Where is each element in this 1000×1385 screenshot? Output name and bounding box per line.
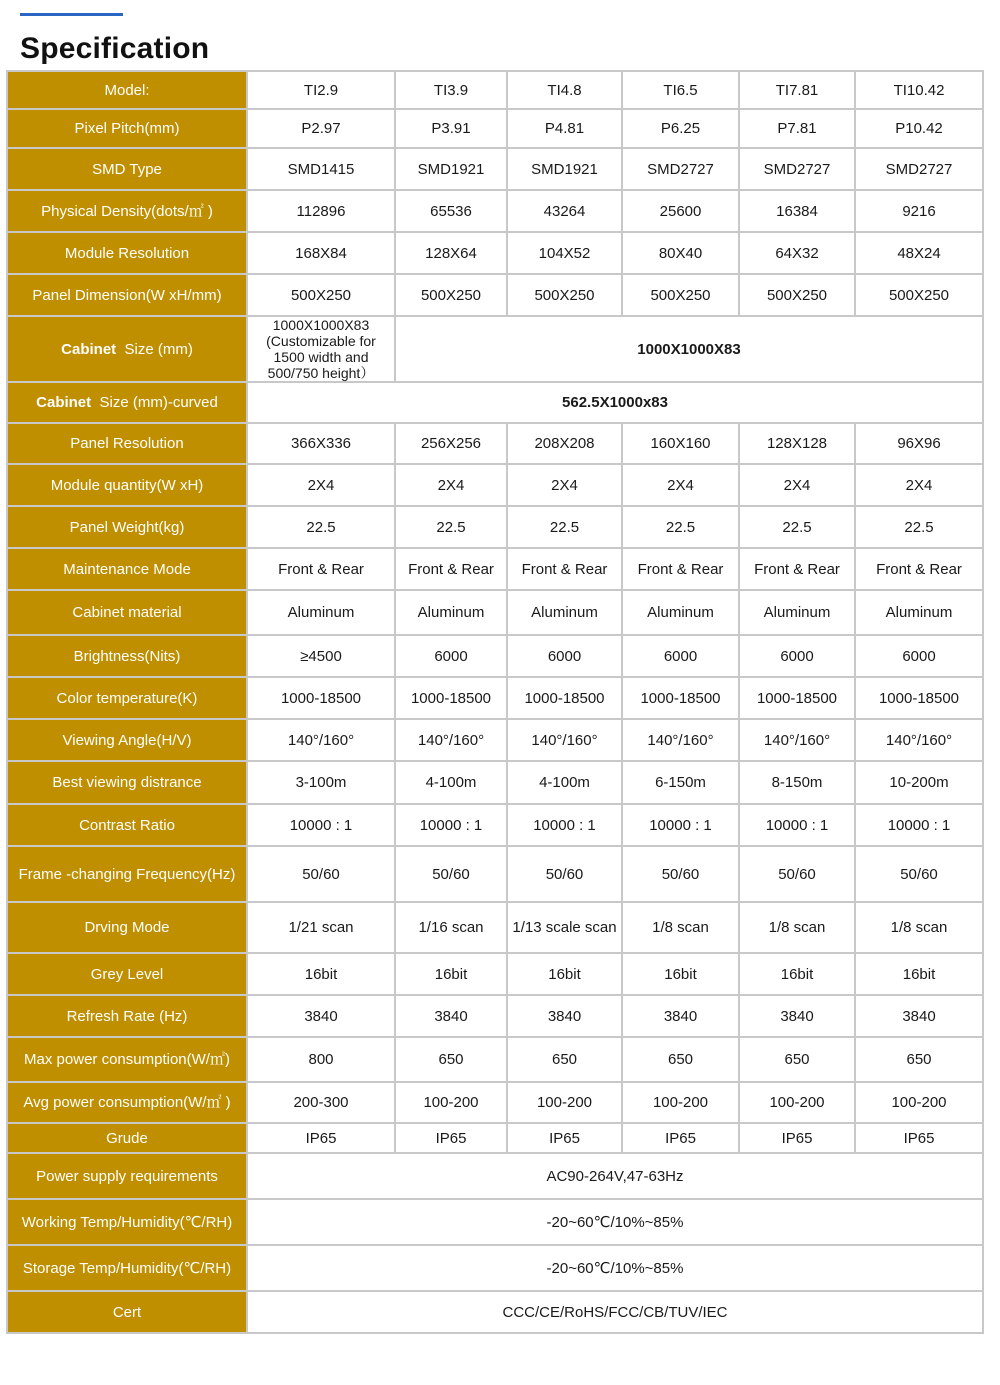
- cell-value: 50/60: [622, 846, 739, 902]
- spec-row: [7, 677, 983, 719]
- row-label: Grey Level: [7, 953, 247, 995]
- cell-value: 208X208: [507, 423, 622, 464]
- cell-value: IP65: [855, 1123, 983, 1153]
- row-label: [7, 382, 247, 423]
- merged-cell-value: CCC/CE/RoHS/FCC/CB/TUV/IEC: [247, 1291, 983, 1333]
- cell-value: 650: [739, 1037, 855, 1082]
- cell-value: 6000: [739, 635, 855, 677]
- cell-value: 200-300: [247, 1082, 395, 1123]
- spec-row: [7, 464, 983, 506]
- cell-value: 1000-18500: [395, 677, 507, 719]
- spec-row: [7, 382, 983, 423]
- cell-value: TI3.9: [395, 71, 507, 109]
- cell-value: TI7.81: [739, 71, 855, 109]
- cell-value: 650: [622, 1037, 739, 1082]
- spec-row: [7, 1153, 983, 1199]
- cell-value: 64X32: [739, 232, 855, 274]
- cell-value: 1000-18500: [247, 677, 395, 719]
- cell-value: 3840: [395, 995, 507, 1037]
- row-label: Contrast Ratio: [7, 804, 247, 846]
- row-label: Pixel Pitch(mm): [7, 109, 247, 148]
- cell-value: 1/21 scan: [247, 902, 395, 953]
- cell-value: 50/60: [855, 846, 983, 902]
- cell-value: 9216: [855, 190, 983, 232]
- cell-value: 6000: [622, 635, 739, 677]
- cell-value: 3840: [507, 995, 622, 1037]
- row-label-rest: Size (mm)-curved: [91, 394, 218, 411]
- cell-value: 48X24: [855, 232, 983, 274]
- cell-value: 22.5: [507, 506, 622, 548]
- cell-value: SMD1921: [395, 148, 507, 190]
- spec-row: [7, 995, 983, 1037]
- cell-value: Aluminum: [622, 590, 739, 635]
- cell-value: 500X250: [855, 274, 983, 316]
- cell-value: 650: [507, 1037, 622, 1082]
- cell-value: 50/60: [247, 846, 395, 902]
- spec-row: [7, 148, 983, 190]
- row-label: Storage Temp/Humidity(℃/RH): [7, 1245, 247, 1291]
- cell-value: 3840: [739, 995, 855, 1037]
- cell-value: 16bit: [247, 953, 395, 995]
- row-label: Panel Dimension(W xH/mm): [7, 274, 247, 316]
- cell-value: 100-200: [395, 1082, 507, 1123]
- row-label-rest: Size (mm): [116, 340, 193, 358]
- cell-value: 43264: [507, 190, 622, 232]
- cell-value: 140°/160°: [247, 719, 395, 761]
- row-label: Power supply requirements: [7, 1153, 247, 1199]
- row-label: Maintenance Mode: [7, 548, 247, 590]
- cell-value: TI6.5: [622, 71, 739, 109]
- cell-value: 1000-18500: [739, 677, 855, 719]
- row-label: Brightness(Nits): [7, 635, 247, 677]
- spec-row: [7, 719, 983, 761]
- cell-value: 500X250: [739, 274, 855, 316]
- cell-value: 8-150m: [739, 761, 855, 804]
- cell-value: 65536: [395, 190, 507, 232]
- cell-value: 168X84: [247, 232, 395, 274]
- cell-value: 50/60: [739, 846, 855, 902]
- cell-value: 1/16 scan: [395, 902, 507, 953]
- row-label: Physical Density(dots/㎡ ): [7, 190, 247, 232]
- row-label: Working Temp/Humidity(℃/RH): [7, 1199, 247, 1245]
- row-label: Cabinet material: [7, 590, 247, 635]
- cell-value: 10000 : 1: [739, 804, 855, 846]
- cell-value: P6.25: [622, 109, 739, 148]
- cell-value: 128X64: [395, 232, 507, 274]
- cell-value: Aluminum: [507, 590, 622, 635]
- cell-value: 4-100m: [395, 761, 507, 804]
- cell-value: 100-200: [507, 1082, 622, 1123]
- cell-value: 10000 : 1: [507, 804, 622, 846]
- row-label: Model:: [7, 71, 247, 109]
- cell-value: 1000-18500: [622, 677, 739, 719]
- cell-value: Front & Rear: [855, 548, 983, 590]
- cell-value: Front & Rear: [395, 548, 507, 590]
- cell-value: 3840: [622, 995, 739, 1037]
- title-accent-line: [20, 13, 123, 16]
- cell-value: 104X52: [507, 232, 622, 274]
- cell-value: 140°/160°: [739, 719, 855, 761]
- cell-value: 1000-18500: [855, 677, 983, 719]
- spec-row: [7, 590, 983, 635]
- cell-value: 80X40: [622, 232, 739, 274]
- cell-value: 50/60: [395, 846, 507, 902]
- spec-row: [7, 1291, 983, 1333]
- cell-value: 16bit: [739, 953, 855, 995]
- page-title: Specification: [20, 32, 210, 65]
- cell-value: 6-150m: [622, 761, 739, 804]
- cell-value: 500X250: [395, 274, 507, 316]
- cell-value: 140°/160°: [395, 719, 507, 761]
- cell-value: IP65: [395, 1123, 507, 1153]
- cell-value: 6000: [395, 635, 507, 677]
- row-label: Grude: [7, 1123, 247, 1153]
- cell-value: 3840: [247, 995, 395, 1037]
- row-label: Max power consumption(W/㎡): [7, 1037, 247, 1082]
- spec-row: [7, 635, 983, 677]
- spec-row: [7, 506, 983, 548]
- cell-value: 1000-18500: [507, 677, 622, 719]
- merged-cell-value: AC90-264V,47-63Hz: [247, 1153, 983, 1199]
- cell-value: 10-200m: [855, 761, 983, 804]
- row-label: Cert: [7, 1291, 247, 1333]
- cell-value: 3-100m: [247, 761, 395, 804]
- cell-value: 25600: [622, 190, 739, 232]
- merged-cell-value: -20~60℃/10%~85%: [247, 1245, 983, 1291]
- cell-value: P10.42: [855, 109, 983, 148]
- spec-row: [7, 953, 983, 995]
- cell-value: IP65: [622, 1123, 739, 1153]
- cell-value: 4-100m: [507, 761, 622, 804]
- cell-value: 100-200: [622, 1082, 739, 1123]
- cell-value: 6000: [507, 635, 622, 677]
- spec-row: [7, 316, 983, 382]
- row-label: Module quantity(W xH): [7, 464, 247, 506]
- spec-row: [7, 902, 983, 953]
- cell-value: 22.5: [247, 506, 395, 548]
- cell-value: Front & Rear: [739, 548, 855, 590]
- cell-value: P4.81: [507, 109, 622, 148]
- row-label-bold: Cabinet: [61, 340, 117, 358]
- cell-value: P2.97: [247, 109, 395, 148]
- cell-value: 800: [247, 1037, 395, 1082]
- spec-row: [7, 804, 983, 846]
- cell-value: 96X96: [855, 423, 983, 464]
- cell-value: 16bit: [622, 953, 739, 995]
- cell-value: 22.5: [855, 506, 983, 548]
- cell-value: 16bit: [855, 953, 983, 995]
- spec-row: [7, 71, 983, 109]
- cell-value: 1/8 scan: [622, 902, 739, 953]
- cell-value: 100-200: [855, 1082, 983, 1123]
- row-label: Refresh Rate (Hz): [7, 995, 247, 1037]
- spec-row: [7, 761, 983, 804]
- row-label: Best viewing distrance: [7, 761, 247, 804]
- cell-value: ≥4500: [247, 635, 395, 677]
- cell-value: 112896: [247, 190, 395, 232]
- cell-value: 2X4: [622, 464, 739, 506]
- cell-value: SMD1921: [507, 148, 622, 190]
- cell-value: 140°/160°: [507, 719, 622, 761]
- cell-value: 100-200: [739, 1082, 855, 1123]
- cell-value: Front & Rear: [247, 548, 395, 590]
- row-label: Panel Resolution: [7, 423, 247, 464]
- cell-value: 50/60: [507, 846, 622, 902]
- cell-value: Aluminum: [855, 590, 983, 635]
- row-label: Color temperature(K): [7, 677, 247, 719]
- row-label: Module Resolution: [7, 232, 247, 274]
- cell-value: IP65: [247, 1123, 395, 1153]
- cell-value: 3840: [855, 995, 983, 1037]
- cell-value: SMD2727: [622, 148, 739, 190]
- spec-row: [7, 1199, 983, 1245]
- merged-cell-value: 1000X1000X83: [395, 316, 983, 382]
- spec-row: [7, 846, 983, 902]
- cell-value: 16384: [739, 190, 855, 232]
- cell-value: TI10.42: [855, 71, 983, 109]
- cell-value: 22.5: [622, 506, 739, 548]
- row-label: Panel Weight(kg): [7, 506, 247, 548]
- merged-cell-value: -20~60℃/10%~85%: [247, 1199, 983, 1245]
- cell-value: 22.5: [739, 506, 855, 548]
- spec-row: [7, 190, 983, 232]
- cell-value: 140°/160°: [855, 719, 983, 761]
- row-label-bold: Cabinet: [36, 394, 92, 411]
- cell-value: Aluminum: [395, 590, 507, 635]
- cell-value: TI4.8: [507, 71, 622, 109]
- cell-value: TI2.9: [247, 71, 395, 109]
- cell-value: 1/8 scan: [739, 902, 855, 953]
- cell-value: 16bit: [395, 953, 507, 995]
- spec-row: [7, 1245, 983, 1291]
- cell-value: 1/8 scan: [855, 902, 983, 953]
- specification-table: [6, 70, 984, 1334]
- cell-value: 16bit: [507, 953, 622, 995]
- row-label: Frame -changing Frequency(Hz): [7, 846, 247, 902]
- cell-value: 160X160: [622, 423, 739, 464]
- merged-cell-value: 562.5X1000x83: [247, 382, 983, 423]
- cell-value: SMD2727: [739, 148, 855, 190]
- spec-row: [7, 1037, 983, 1082]
- row-label: Viewing Angle(H/V): [7, 719, 247, 761]
- cell-value: 1/13 scale scan: [507, 902, 622, 953]
- cell-value: 10000 : 1: [247, 804, 395, 846]
- spec-row: [7, 274, 983, 316]
- cell-value: 10000 : 1: [395, 804, 507, 846]
- cell-value: 500X250: [247, 274, 395, 316]
- cell-value: P7.81: [739, 109, 855, 148]
- cell-value: 22.5: [395, 506, 507, 548]
- cell-value: P3.91: [395, 109, 507, 148]
- cell-value: 6000: [855, 635, 983, 677]
- cell-value: 2X4: [507, 464, 622, 506]
- cell-value: IP65: [739, 1123, 855, 1153]
- spec-row: [7, 548, 983, 590]
- cell-value: 650: [395, 1037, 507, 1082]
- cell-value: 2X4: [739, 464, 855, 506]
- cell-value: 500X250: [622, 274, 739, 316]
- cell-value: 650: [855, 1037, 983, 1082]
- row-label: SMD Type: [7, 148, 247, 190]
- cell-value: 256X256: [395, 423, 507, 464]
- cell-value: Front & Rear: [622, 548, 739, 590]
- row-label: Drving Mode: [7, 902, 247, 953]
- row-label: Avg power consumption(W/㎡ ): [7, 1082, 247, 1123]
- spec-row: [7, 232, 983, 274]
- spec-row: [7, 1082, 983, 1123]
- cell-value: 1000X1000X83 (Customizable for 1500 width and 500/750 height）: [247, 316, 395, 382]
- cell-value: 2X4: [855, 464, 983, 506]
- cell-value: 2X4: [247, 464, 395, 506]
- cell-value: 366X336: [247, 423, 395, 464]
- spec-row: [7, 109, 983, 148]
- cell-value: 10000 : 1: [855, 804, 983, 846]
- spec-row: [7, 1123, 983, 1153]
- spec-row: [7, 423, 983, 464]
- cell-value: Aluminum: [739, 590, 855, 635]
- cell-value: 128X128: [739, 423, 855, 464]
- cell-value: Aluminum: [247, 590, 395, 635]
- cell-value: 500X250: [507, 274, 622, 316]
- cell-value: 2X4: [395, 464, 507, 506]
- cell-value: SMD1415: [247, 148, 395, 190]
- cell-value: Front & Rear: [507, 548, 622, 590]
- cell-value: SMD2727: [855, 148, 983, 190]
- cell-value: 10000 : 1: [622, 804, 739, 846]
- cell-value: 140°/160°: [622, 719, 739, 761]
- row-label: [7, 316, 247, 382]
- cell-value: IP65: [507, 1123, 622, 1153]
